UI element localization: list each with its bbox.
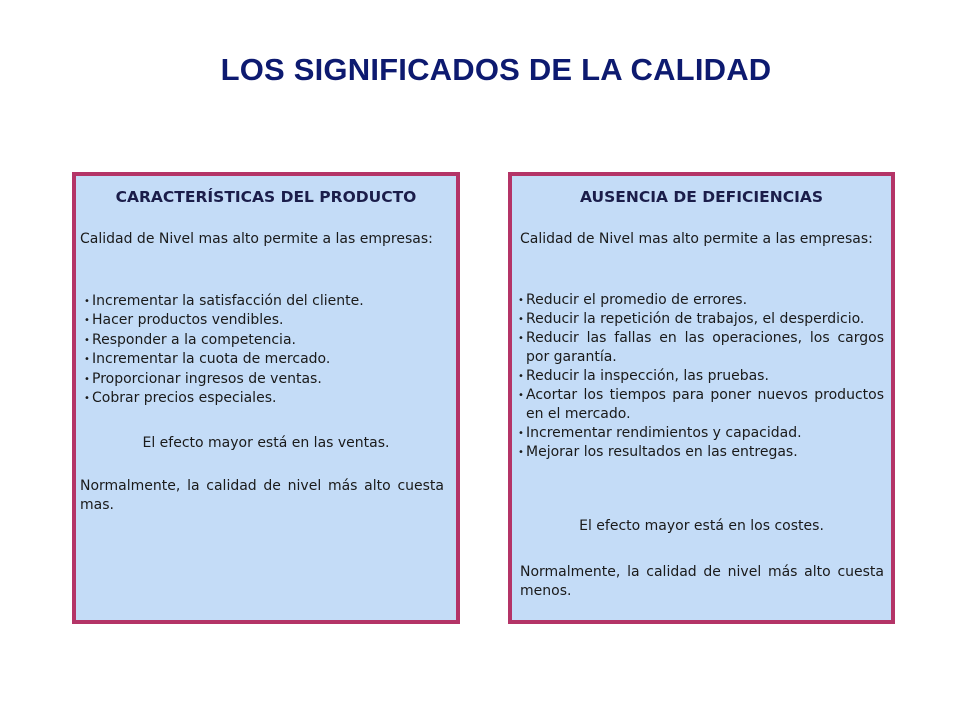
panel-heading: CARACTERÍSTICAS DEL PRODUCTO bbox=[115, 188, 417, 206]
list-item: • Reducir el promedio de errores. bbox=[518, 292, 748, 308]
bullet-icon: • bbox=[84, 315, 90, 327]
list-item: • Incrementar rendimientos y capacidad. bbox=[518, 425, 802, 441]
bullet-icon: • bbox=[84, 373, 90, 385]
list-item: • Reducir la inspección, las pruebas. bbox=[518, 368, 769, 384]
bullet-icon: • bbox=[518, 428, 524, 439]
bullet-icon: • bbox=[518, 390, 524, 401]
product-features-panel bbox=[72, 172, 460, 624]
list-item: • Acortar los tiempos para poner nuevos productos en el mercado. bbox=[518, 387, 884, 422]
list-item: • Mejorar los resultados en las entregas. bbox=[518, 444, 798, 460]
page-title: LOS SIGNIFICADOS DE LA CALIDAD bbox=[220, 52, 772, 87]
effect-statement: El efecto mayor está en las ventas. bbox=[142, 435, 390, 451]
list-item: • Cobrar precios especiales. bbox=[84, 389, 444, 408]
list-item: • Reducir la repetición de trabajos, el desperdicio. bbox=[518, 311, 865, 327]
bullet-icon: • bbox=[84, 334, 90, 346]
bullet-list bbox=[518, 291, 884, 462]
bullet-list bbox=[84, 292, 444, 408]
list-item: • Reducir las fallas en las operaciones, los cargos por garantía. bbox=[518, 330, 884, 365]
list-item: • Incrementar la satisfacción del cliente. bbox=[84, 292, 444, 311]
bullet-icon: • bbox=[84, 393, 90, 405]
list-item: • Proporcionar ingresos de ventas. bbox=[84, 370, 444, 389]
bullet-icon: • bbox=[518, 447, 524, 458]
bullet-icon: • bbox=[518, 333, 524, 344]
closing-statement: Normalmente, la calidad de nivel más alto cuesta mas. bbox=[80, 478, 444, 513]
list-item: • Responder a la competencia. bbox=[84, 331, 444, 350]
effect-statement: El efecto mayor está en los costes. bbox=[579, 518, 824, 534]
bullet-icon: • bbox=[518, 371, 524, 382]
bullet-icon: • bbox=[518, 314, 524, 325]
bullet-icon: • bbox=[518, 295, 524, 306]
closing-statement: Normalmente, la calidad de nivel más alto cuesta menos. bbox=[520, 564, 884, 599]
panel-intro: Calidad de Nivel mas alto permite a las empresas: bbox=[520, 231, 873, 247]
panel-intro: Calidad de Nivel mas alto permite a las empresas: bbox=[80, 231, 433, 247]
absence-of-deficiencies-panel bbox=[508, 172, 895, 624]
bullet-icon: • bbox=[84, 296, 90, 307]
bullet-icon: • bbox=[84, 354, 90, 366]
list-item: • Hacer productos vendibles. bbox=[84, 311, 444, 330]
panel-heading: AUSENCIA DE DEFICIENCIAS bbox=[579, 188, 824, 206]
list-item: • Incrementar la cuota de mercado. bbox=[84, 350, 444, 369]
